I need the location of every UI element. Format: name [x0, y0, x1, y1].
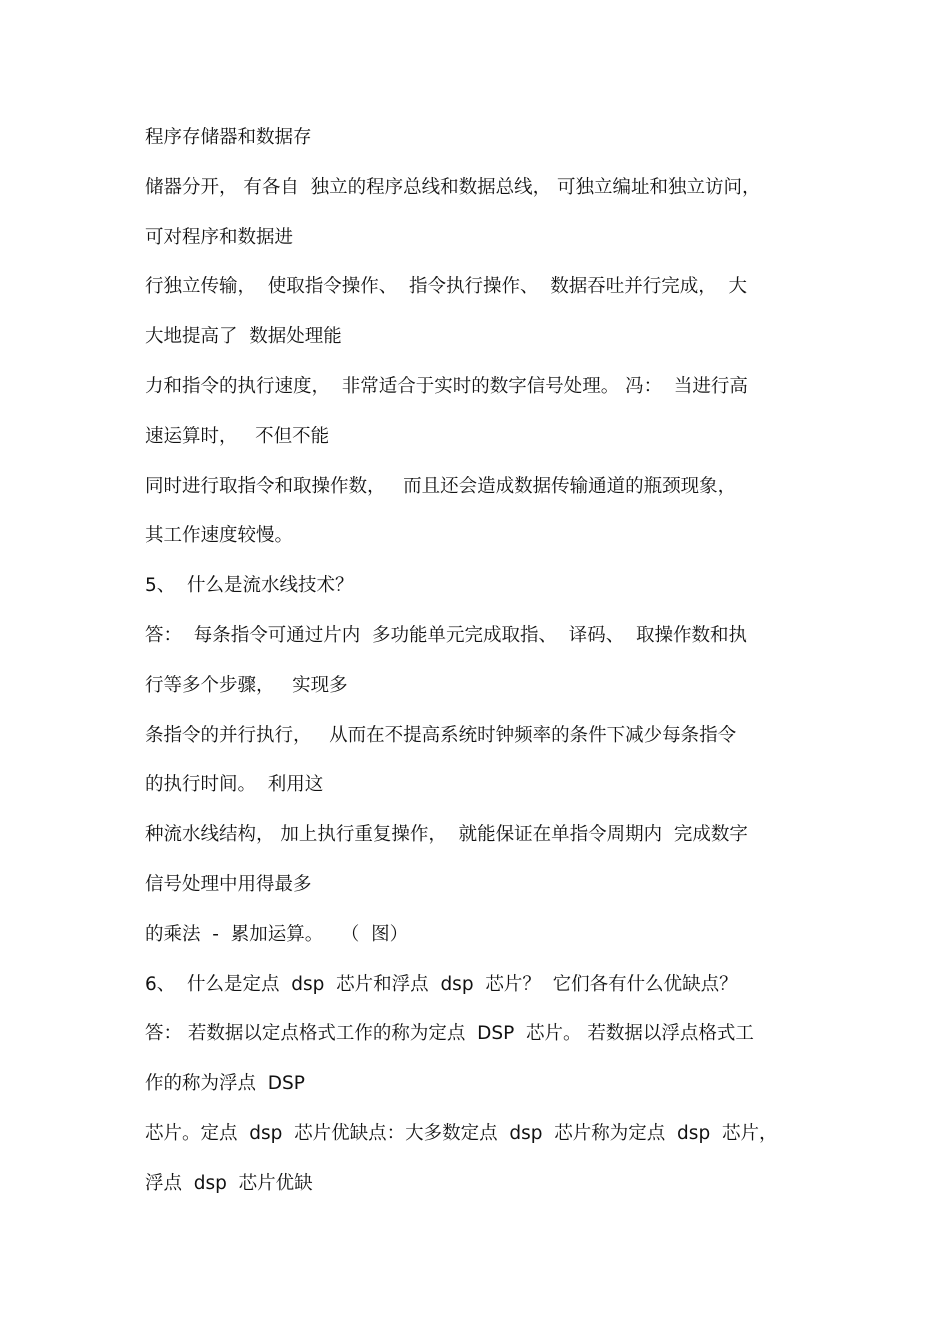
- text-line: 同时进行取指令和取操作数， 而且还会造成数据传输通道的瓶颈现象，: [145, 475, 737, 497]
- text-line: 的执行时间。 利用这: [145, 774, 324, 796]
- text-line: 浮点 dsp 芯片优缺: [145, 1172, 313, 1194]
- text-line: 答： 每条指令可通过片内 多功能单元完成取指、 译码、 取操作数和执: [145, 624, 748, 646]
- text-line: 可对程序和数据进: [145, 226, 294, 248]
- question-heading: 6、 什么是定点 dsp 芯片和浮点 dsp 芯片？ 它们各有什么优缺点？: [145, 973, 738, 995]
- text-line: 储器分开， 有各自 独立的程序总线和数据总线， 可独立编址和独立访问，: [145, 176, 761, 198]
- text-line: 速运算时， 不但不能: [145, 425, 330, 447]
- text-line: 答： 若数据以定点格式工作的称为定点 DSP 芯片。 若数据以浮点格式工: [145, 1023, 754, 1045]
- text-line: 其工作速度较慢。: [145, 525, 294, 547]
- text-line: 信号处理中用得最多: [145, 873, 312, 895]
- text-line: 作的称为浮点 DSP: [145, 1073, 305, 1095]
- text-line: 程序存储器和数据存: [145, 127, 312, 148]
- text-line: 芯片。定点 dsp 芯片优缺点：大多数定点 dsp 芯片称为定点 dsp 芯片，: [145, 1122, 778, 1144]
- question-heading: 5、 什么是流水线技术？: [145, 575, 354, 597]
- text-line: 行等多个步骤， 实现多: [145, 674, 348, 696]
- text-line: 大地提高了 数据处理能: [145, 326, 342, 348]
- text-line: 条指令的并行执行， 从而在不提高系统时钟频率的条件下减少每条指令: [145, 724, 737, 746]
- text-line: 的乘法 - 累加运算。 （ 图）: [145, 923, 409, 945]
- text-line: 力和指令的执行速度， 非常适合于实时的数字信号处理。 冯： 当进行高: [145, 375, 748, 397]
- text-line: 种流水线结构， 加上执行重复操作， 就能保证在单指令周期内 完成数字: [145, 824, 748, 846]
- text-line: 行独立传输， 使取指令操作、 指令执行操作、 数据吞吐并行完成， 大: [145, 276, 748, 298]
- document-body: [145, 118, 835, 1214]
